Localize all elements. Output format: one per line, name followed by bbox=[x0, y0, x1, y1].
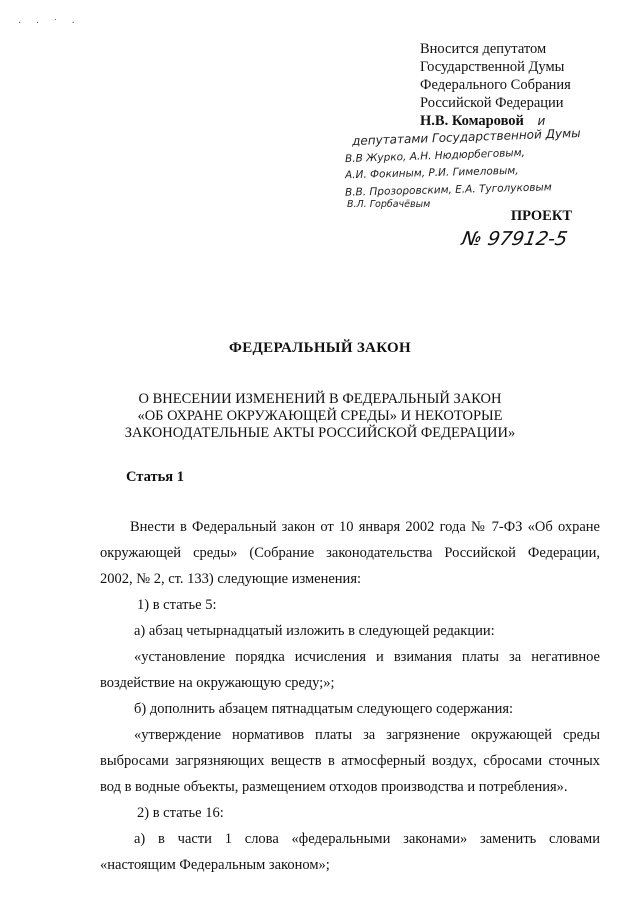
list-item bbox=[100, 618, 600, 644]
handwritten-and: и bbox=[537, 114, 546, 128]
article-heading: Статья 1 bbox=[126, 469, 184, 485]
item-1a: а) абзац четырнадцатый изложить в следующей редакции: bbox=[134, 623, 495, 639]
list-item bbox=[100, 592, 600, 618]
item-1: 1) в статье 5: bbox=[137, 597, 217, 613]
introduced-by-block bbox=[420, 40, 571, 130]
subtitle-line: О ВНЕСЕНИИ ИЗМЕНЕНИЙ В ФЕДЕРАЛЬНЫЙ ЗАКОН bbox=[138, 391, 502, 407]
intro-line: Государственной Думы bbox=[420, 59, 565, 75]
corner-marks: · · ˙ · bbox=[18, 18, 81, 29]
item-1b: б) дополнить абзацем пятнадцатым следующего содержания: bbox=[134, 701, 514, 717]
registration-number: № 97912-5 bbox=[460, 228, 570, 250]
quote-1 bbox=[100, 644, 600, 696]
text-line: окружающей среды» (Собрание законодательства Российской Федерации, bbox=[100, 545, 600, 561]
handwritten-line: В.В Журко, А.Н. Нюдюрбеговым, bbox=[344, 146, 526, 166]
deputy-name: Н.В. Комаровой bbox=[420, 113, 524, 129]
text-line: а) в части 1 слова «федеральными законами» заменить словами bbox=[134, 831, 600, 847]
intro-line: Российской Федерации bbox=[420, 95, 564, 111]
handwritten-line: А.И. Фокиным, Р.И. Гимеловым, bbox=[344, 164, 519, 182]
quote-2 bbox=[100, 722, 600, 800]
handwritten-line: депутатами Государственной Думы bbox=[351, 126, 581, 148]
text-line: «установление порядка исчисления и взимания платы за негативное bbox=[134, 649, 600, 665]
law-subtitle bbox=[0, 391, 640, 442]
list-item bbox=[100, 800, 600, 826]
intro-line: Вносится депутатом bbox=[420, 41, 547, 57]
text-line: воздействие на окружающую среду;»; bbox=[100, 675, 335, 691]
handwritten-line: В.Л. Горбачёвым bbox=[347, 199, 431, 210]
text-line: 2002, № 2, ст. 133) следующие изменения: bbox=[100, 571, 362, 587]
item-2a bbox=[100, 826, 600, 878]
text-line: вод в водные объекты, размещением отходов производства и потребления». bbox=[100, 779, 568, 795]
draft-stamp: ПРОЕКТ bbox=[510, 208, 572, 224]
paragraph-1 bbox=[100, 514, 600, 592]
text-line: «настоящим Федеральным законом»; bbox=[100, 857, 330, 873]
text-line: выбросами загрязняющих веществ в атмосферный воздух, сбросами сточных bbox=[100, 753, 600, 769]
law-title: ФЕДЕРАЛЬНЫЙ ЗАКОН bbox=[229, 340, 411, 356]
list-item bbox=[100, 696, 600, 722]
handwritten-line: В.В. Прозоровским, Е.А. Тугoлуковым bbox=[344, 181, 552, 199]
subtitle-line: ЗАКОНОДАТЕЛЬНЫЕ АКТЫ РОССИЙСКОЙ ФЕДЕРАЦИИ» bbox=[124, 425, 516, 441]
item-2: 2) в статье 16: bbox=[137, 805, 224, 821]
subtitle-line: «ОБ ОХРАНЕ ОКРУЖАЮЩЕЙ СРЕДЫ» И НЕКОТОРЫЕ bbox=[137, 408, 503, 424]
text-line: «утверждение нормативов платы за загрязнение окружающей среды bbox=[134, 727, 600, 743]
intro-line: Федерального Собрания bbox=[420, 77, 571, 93]
text-line: Внести в Федеральный закон от 10 января 2002 года № 7-ФЗ «Об охране bbox=[130, 519, 600, 535]
